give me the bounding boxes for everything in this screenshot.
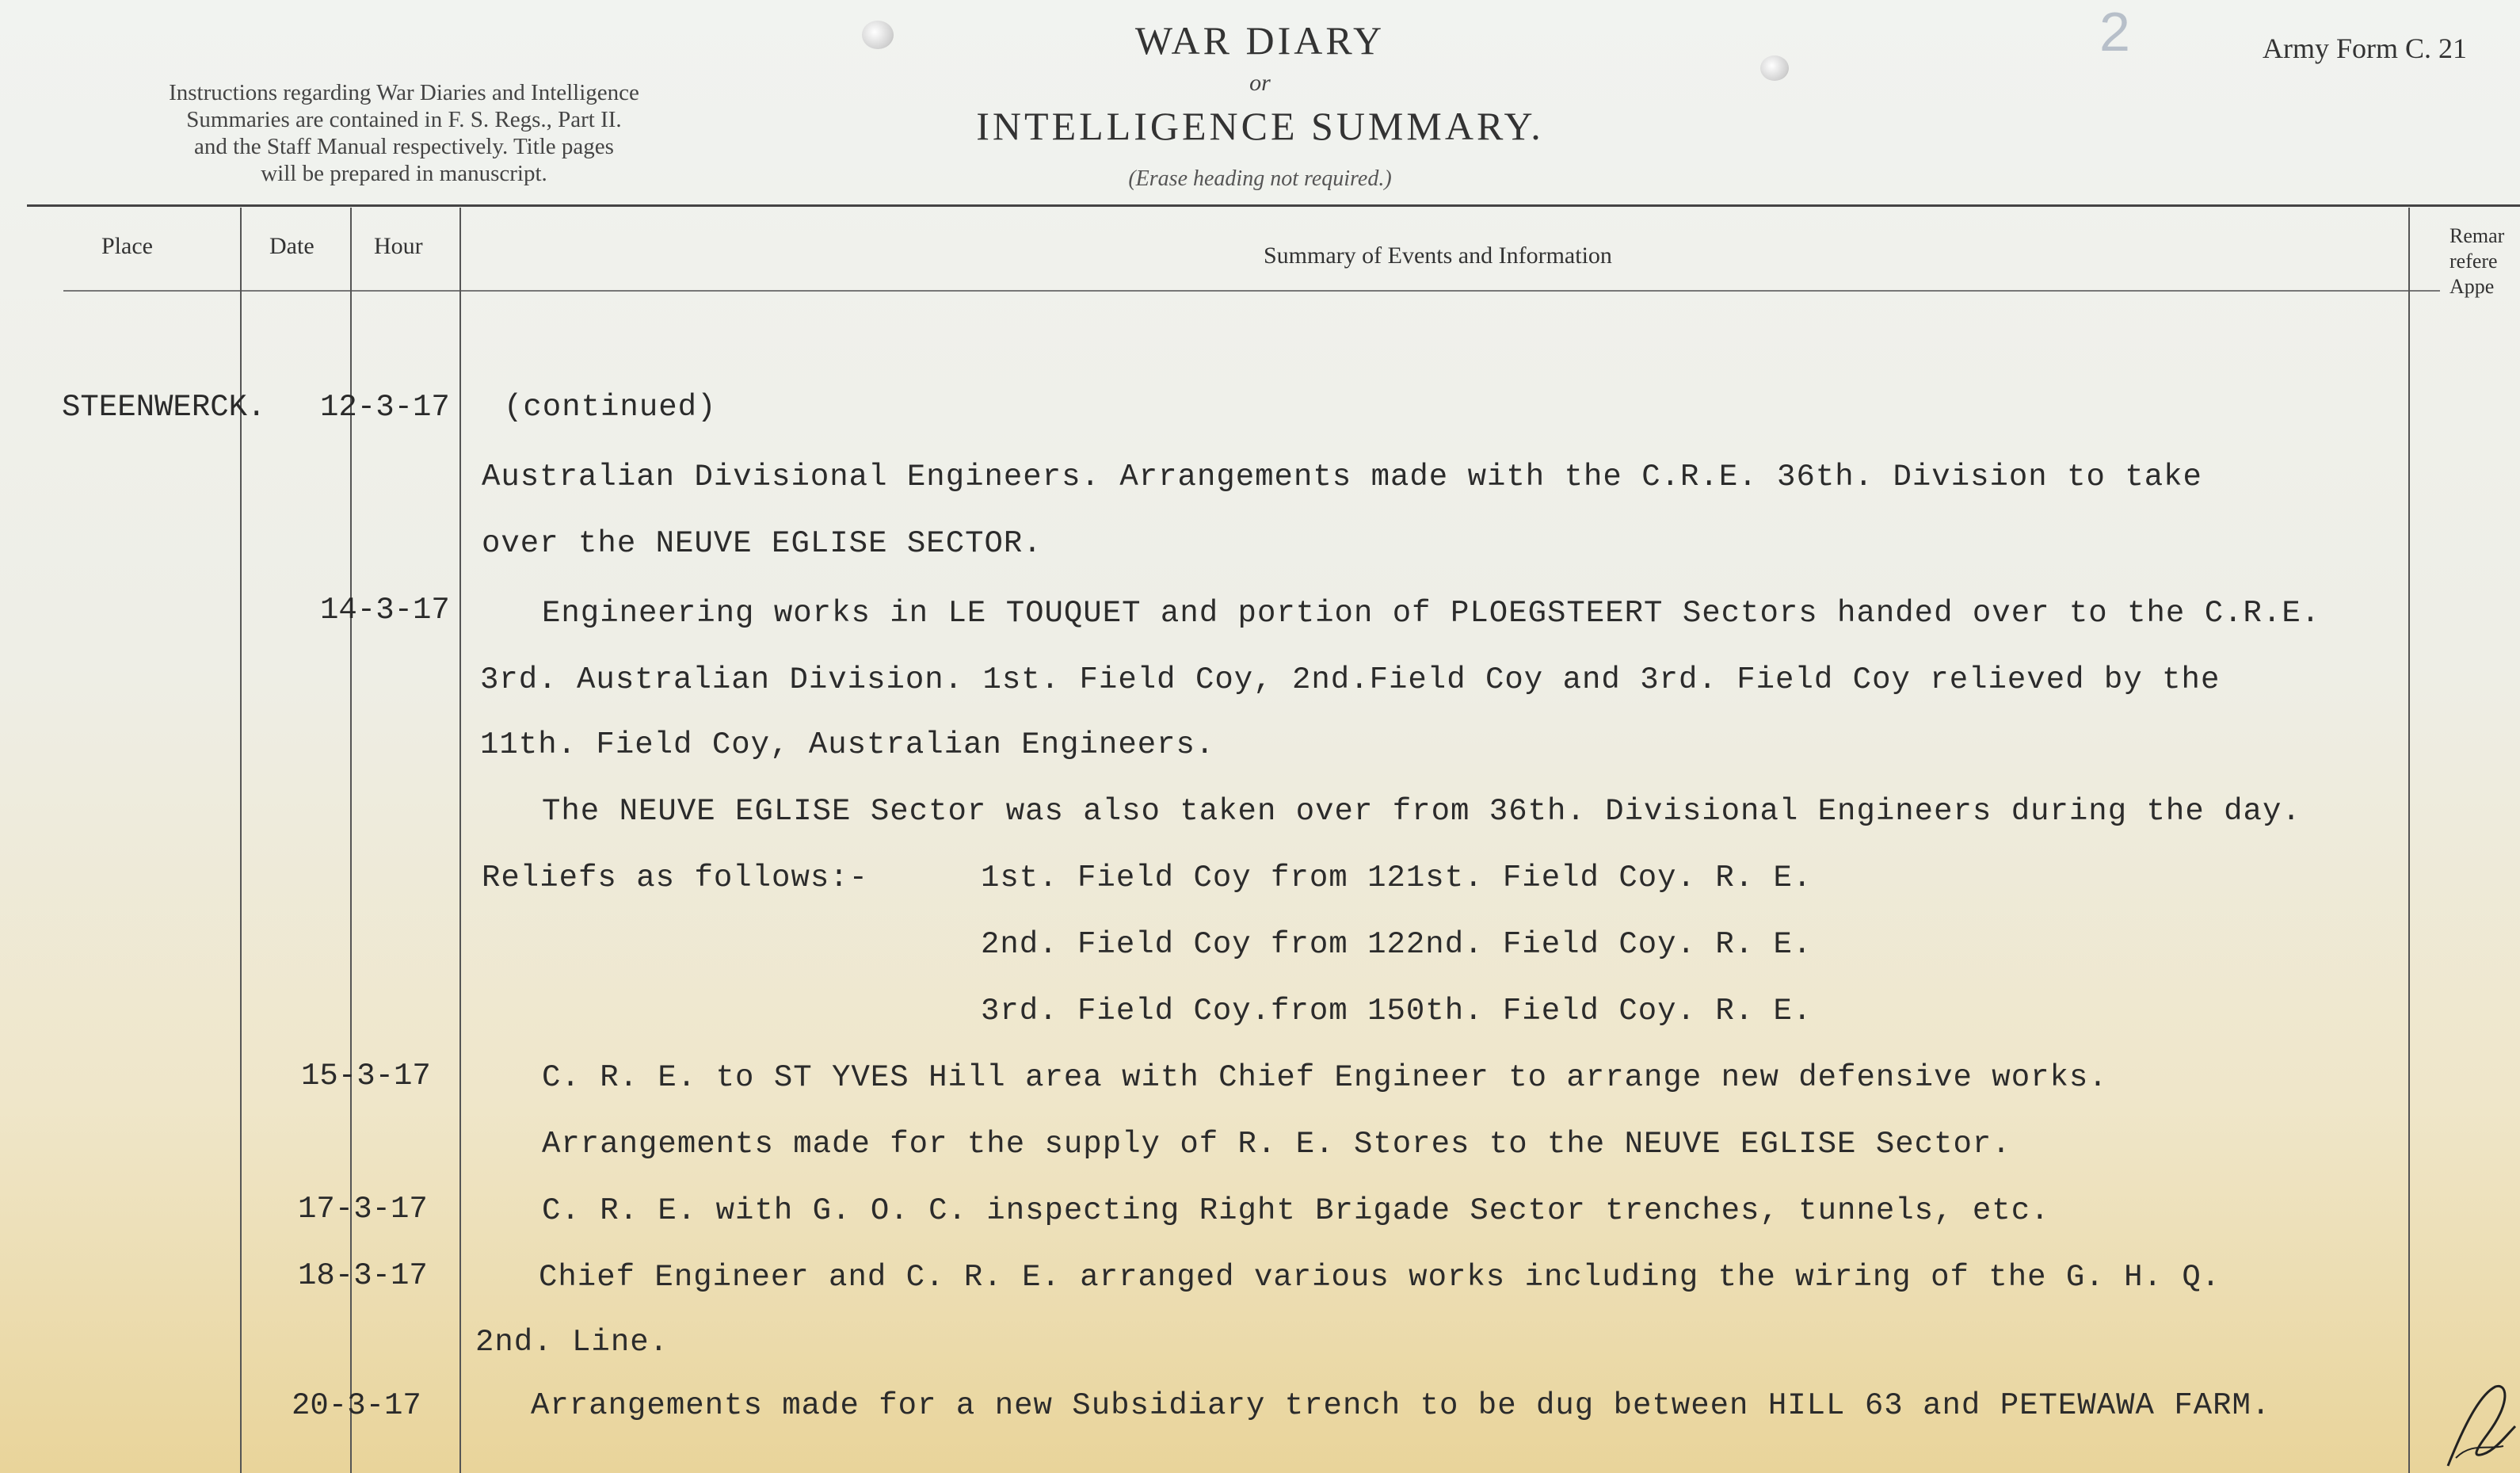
summary-line: Australian Divisional Engineers. Arrangements made with the C.R.E. 36th. Division to take (482, 460, 2202, 494)
continued-note: (continued) (504, 390, 717, 425)
summary-line: Engineering works in LE TOUQUET and portion of PLOEGSTEERT Sectors handed over to the C.R.E. (542, 596, 2321, 631)
summary-line: 2nd. Line. (475, 1325, 669, 1360)
erase-note: (Erase heading not required.) (1128, 166, 1392, 191)
form-subtitle: INTELLIGENCE SUMMARY. (976, 104, 1544, 148)
summary-line: C. R. E. to ST YVES Hill area with Chief Engineer to arrange new defensive works. (542, 1060, 2108, 1095)
summary-line: Arrangements made for the supply of R. E. Stores to the NEUVE EGLISE Sector. (542, 1127, 2011, 1162)
summary-line: over the NEUVE EGLISE SECTOR. (482, 526, 1043, 561)
signature-mark-icon (2440, 1379, 2519, 1473)
date-entry: 17-3-17 (298, 1192, 428, 1227)
form-title: WAR DIARY (1134, 18, 1386, 63)
date-entry: 12-3-17 (320, 390, 450, 425)
column-header-remarks (2449, 223, 2504, 300)
relief-line: 1st. Field Coy from 121st. Field Coy. R. E. (981, 861, 1813, 895)
summary-line: Reliefs as follows:- (482, 861, 869, 895)
instructions-line: Instructions regarding War Diaries and Intelligence (169, 80, 639, 105)
summary-line: 3rd. Australian Division. 1st. Field Coy, 2nd.Field Coy and 3rd. Field Coy relieved by the (480, 662, 2221, 697)
page-number: 2 (2099, 1, 2130, 63)
summary-line: Arrangements made for a new Subsidiary trench to be dug between HILL 63 and PETEWAWA FARM. (531, 1388, 2271, 1423)
summary-line: C. R. E. with G. O. C. inspecting Right Brigade Sector trenches, tunnels, etc. (542, 1193, 2050, 1228)
date-entry: 20-3-17 (292, 1388, 421, 1423)
header-bottom-rule (63, 290, 2440, 292)
summary-line: Chief Engineer and C. R. E. arranged various works including the wiring of the G. H. Q. (539, 1260, 2221, 1295)
column-header-summary: Summary of Events and Information (1264, 242, 1612, 269)
place-entry: STEENWERCK. (62, 390, 266, 425)
date-entry: 15-3-17 (301, 1059, 431, 1093)
punch-hole-icon (1760, 55, 1789, 81)
remarks-line: refere (2449, 250, 2498, 273)
summary-line: The NEUVE EGLISE Sector was also taken over from 36th. Divisional Enginеers during the day. (542, 794, 2301, 829)
instructions-line: Summaries are contained in F. S. Regs., Part II. (186, 107, 622, 132)
remarks-line: Remar (2449, 224, 2505, 247)
army-form-number: Army Form C. 21 (2263, 32, 2468, 64)
relief-line: 2nd. Field Coy from 122nd. Field Coy. R. E. (981, 927, 1813, 962)
column-divider (2408, 208, 2410, 1473)
relief-line: 3rd. Field Coy.from 150th. Field Coy. R. E. (981, 994, 1813, 1028)
date-entry: 18-3-17 (298, 1258, 428, 1293)
column-header-place: Place (101, 233, 153, 259)
column-header-date: Date (269, 233, 315, 259)
column-divider (459, 208, 461, 1473)
punch-hole-icon (862, 21, 894, 49)
column-header-hour: Hour (374, 233, 423, 259)
form-title-or: or (1249, 70, 1271, 96)
instructions-line: and the Staff Manual respectively. Title pages (194, 134, 614, 159)
date-entry: 14-3-17 (320, 593, 450, 628)
remarks-line: Appe (2449, 275, 2495, 298)
header-top-rule (27, 204, 2520, 207)
summary-line: 11th. Field Coy, Australian Engineers. (480, 727, 1215, 762)
instructions-line: will be prepared in manuscript. (261, 161, 547, 186)
